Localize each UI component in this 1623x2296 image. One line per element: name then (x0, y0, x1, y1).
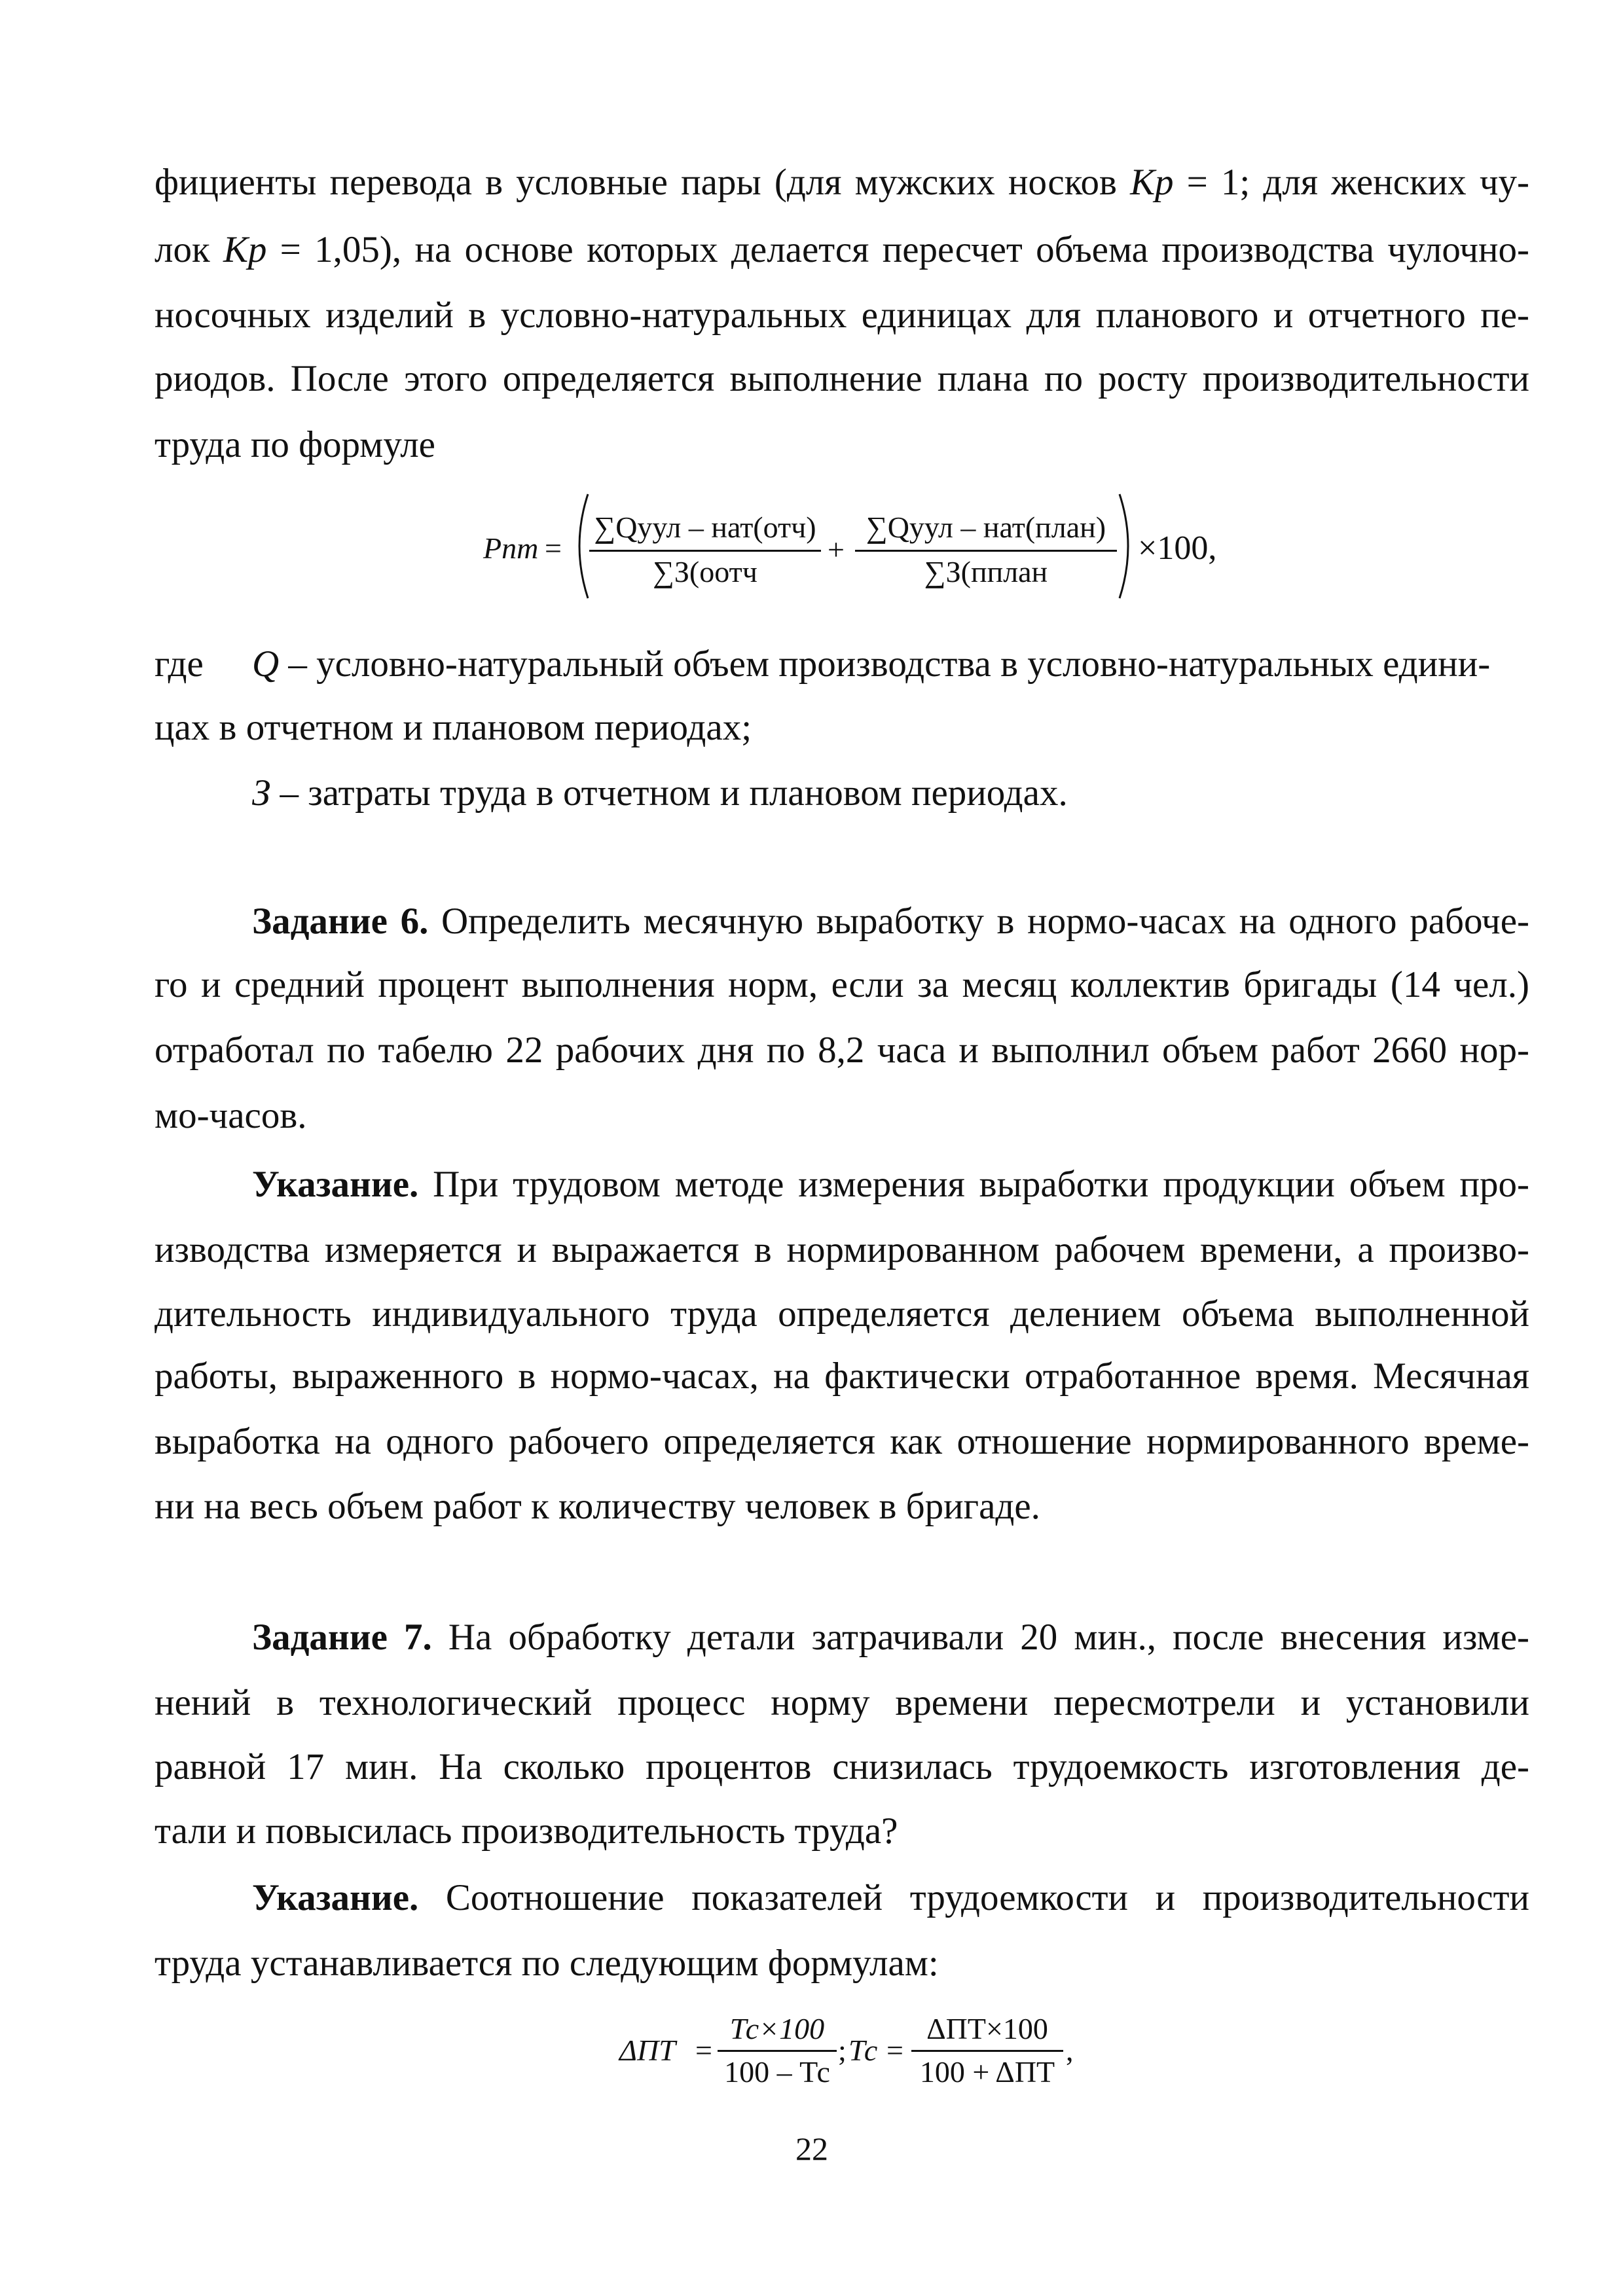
hint7-line: Указание. Соотношение показателей трудоемкости и производительности (252, 1877, 1529, 1918)
formula-lhs: ΔПТ (619, 2034, 676, 2067)
formula-equals: = (545, 531, 562, 565)
formula-comma: , (1066, 2034, 1074, 2067)
hint6-label: Указание. (252, 1164, 419, 1205)
formula-equals: = (695, 2034, 712, 2067)
text-line: труда по формуле (155, 424, 435, 465)
kp-variable: Кр (223, 229, 267, 270)
text-line: дительность индивидуального труда определяется делением объема выполненной (155, 1293, 1529, 1335)
text-line: выработка на одного рабочего определяется как отношение нормированного време- (155, 1421, 1529, 1462)
text-line: Q – условно-натуральный объем производства в условно-натуральных едини- (252, 643, 1491, 685)
text-line: цах в отчетном и плановом периодах; (155, 707, 752, 748)
task7-label: Задание 7. (252, 1617, 432, 1658)
fraction2-denominator: ∑З(пплан (924, 555, 1048, 588)
text-line: нений в технологический процесс норму времени пересмотрели и установили (155, 1682, 1529, 1723)
text-line: работы, выраженного в нормо-часах, на фактически отработанное время. Месячная (155, 1355, 1529, 1397)
fraction1-numerator: ∑Qуул – нат(отч) (594, 511, 816, 544)
formula-lhs: Тс (848, 2034, 878, 2067)
fraction-bar (855, 550, 1117, 552)
text-line: труда устанавливается по следующим формулам: (155, 1943, 939, 1984)
formula-multiplier: ×100, (1138, 529, 1217, 567)
task7-line: Задание 7. На обработку детали затрачивали 20 мин., после внесения изме- (252, 1617, 1529, 1658)
fraction3-numerator: Тс×100 (729, 2012, 825, 2045)
plus-sign: + (828, 533, 845, 566)
text-line: носочных изделий в условно-натуральных единицах для планового и отчетного пе- (155, 295, 1529, 336)
text-line: лок Кр = 1,05), на основе которых делается пересчет объема производства чулочно- (155, 229, 1529, 270)
fraction1-denominator: ∑З(оотч (653, 555, 757, 588)
text-line: риодов. После этого определяется выполнение плана по росту производительности (155, 358, 1529, 399)
text-line: го и средний процент выполнения норм, если за месяц коллектив бригады (14 чел.) (155, 964, 1529, 1005)
text-line: З – затраты труда в отчетном и плановом периодах. (252, 772, 1068, 814)
task6-line: Задание 6. Определить месячную выработку в нормо-часах на одного рабоче- (252, 901, 1530, 942)
fraction3-denominator: 100 – Тс (724, 2055, 830, 2089)
fraction4-numerator: ΔПТ×100 (926, 2012, 1048, 2045)
formula-separator: ; (838, 2034, 847, 2067)
fraction-bar (589, 550, 821, 552)
text-line: равной 17 мин. На сколько процентов снизилась трудоемкость изготовления де- (155, 1746, 1529, 1787)
hint6-line: Указание. При трудовом методе измерения выработки продукции объем про- (252, 1164, 1529, 1205)
page-number: 22 (795, 2130, 828, 2167)
text-line: мо-часов. (155, 1095, 307, 1136)
task6-label: Задание 6. (252, 901, 429, 942)
text-line: изводства измеряется и выражается в нормированном рабочем времени, а произво- (155, 1229, 1529, 1270)
fraction-bar (911, 2050, 1063, 2052)
formula-equals: = (886, 2034, 903, 2067)
text-line: фициенты перевода в условные пары (для мужских носков Кр = 1; для женских чу- (155, 162, 1530, 203)
right-paren (1116, 492, 1139, 600)
text-line: тали и повысилась производительность труда? (155, 1810, 898, 1852)
where-label: где (155, 643, 204, 685)
kp-variable: Кр (1130, 162, 1174, 203)
formula-lhs: Рпт (483, 531, 539, 565)
q-variable: Q (252, 643, 280, 685)
hint7-label: Указание. (252, 1877, 419, 1918)
text-line: ни на весь объем работ к количеству человек в бригаде. (155, 1486, 1040, 1527)
text-line: отработал по табелю 22 рабочих дня по 8,2 часа и выполнил объем работ 2660 нор- (155, 1030, 1529, 1071)
z-variable: З (252, 772, 271, 814)
fraction4-denominator: 100 + ΔПТ (919, 2055, 1055, 2089)
fraction-bar (718, 2050, 837, 2052)
fraction2-numerator: ∑Qуул – нат(план) (866, 511, 1106, 544)
